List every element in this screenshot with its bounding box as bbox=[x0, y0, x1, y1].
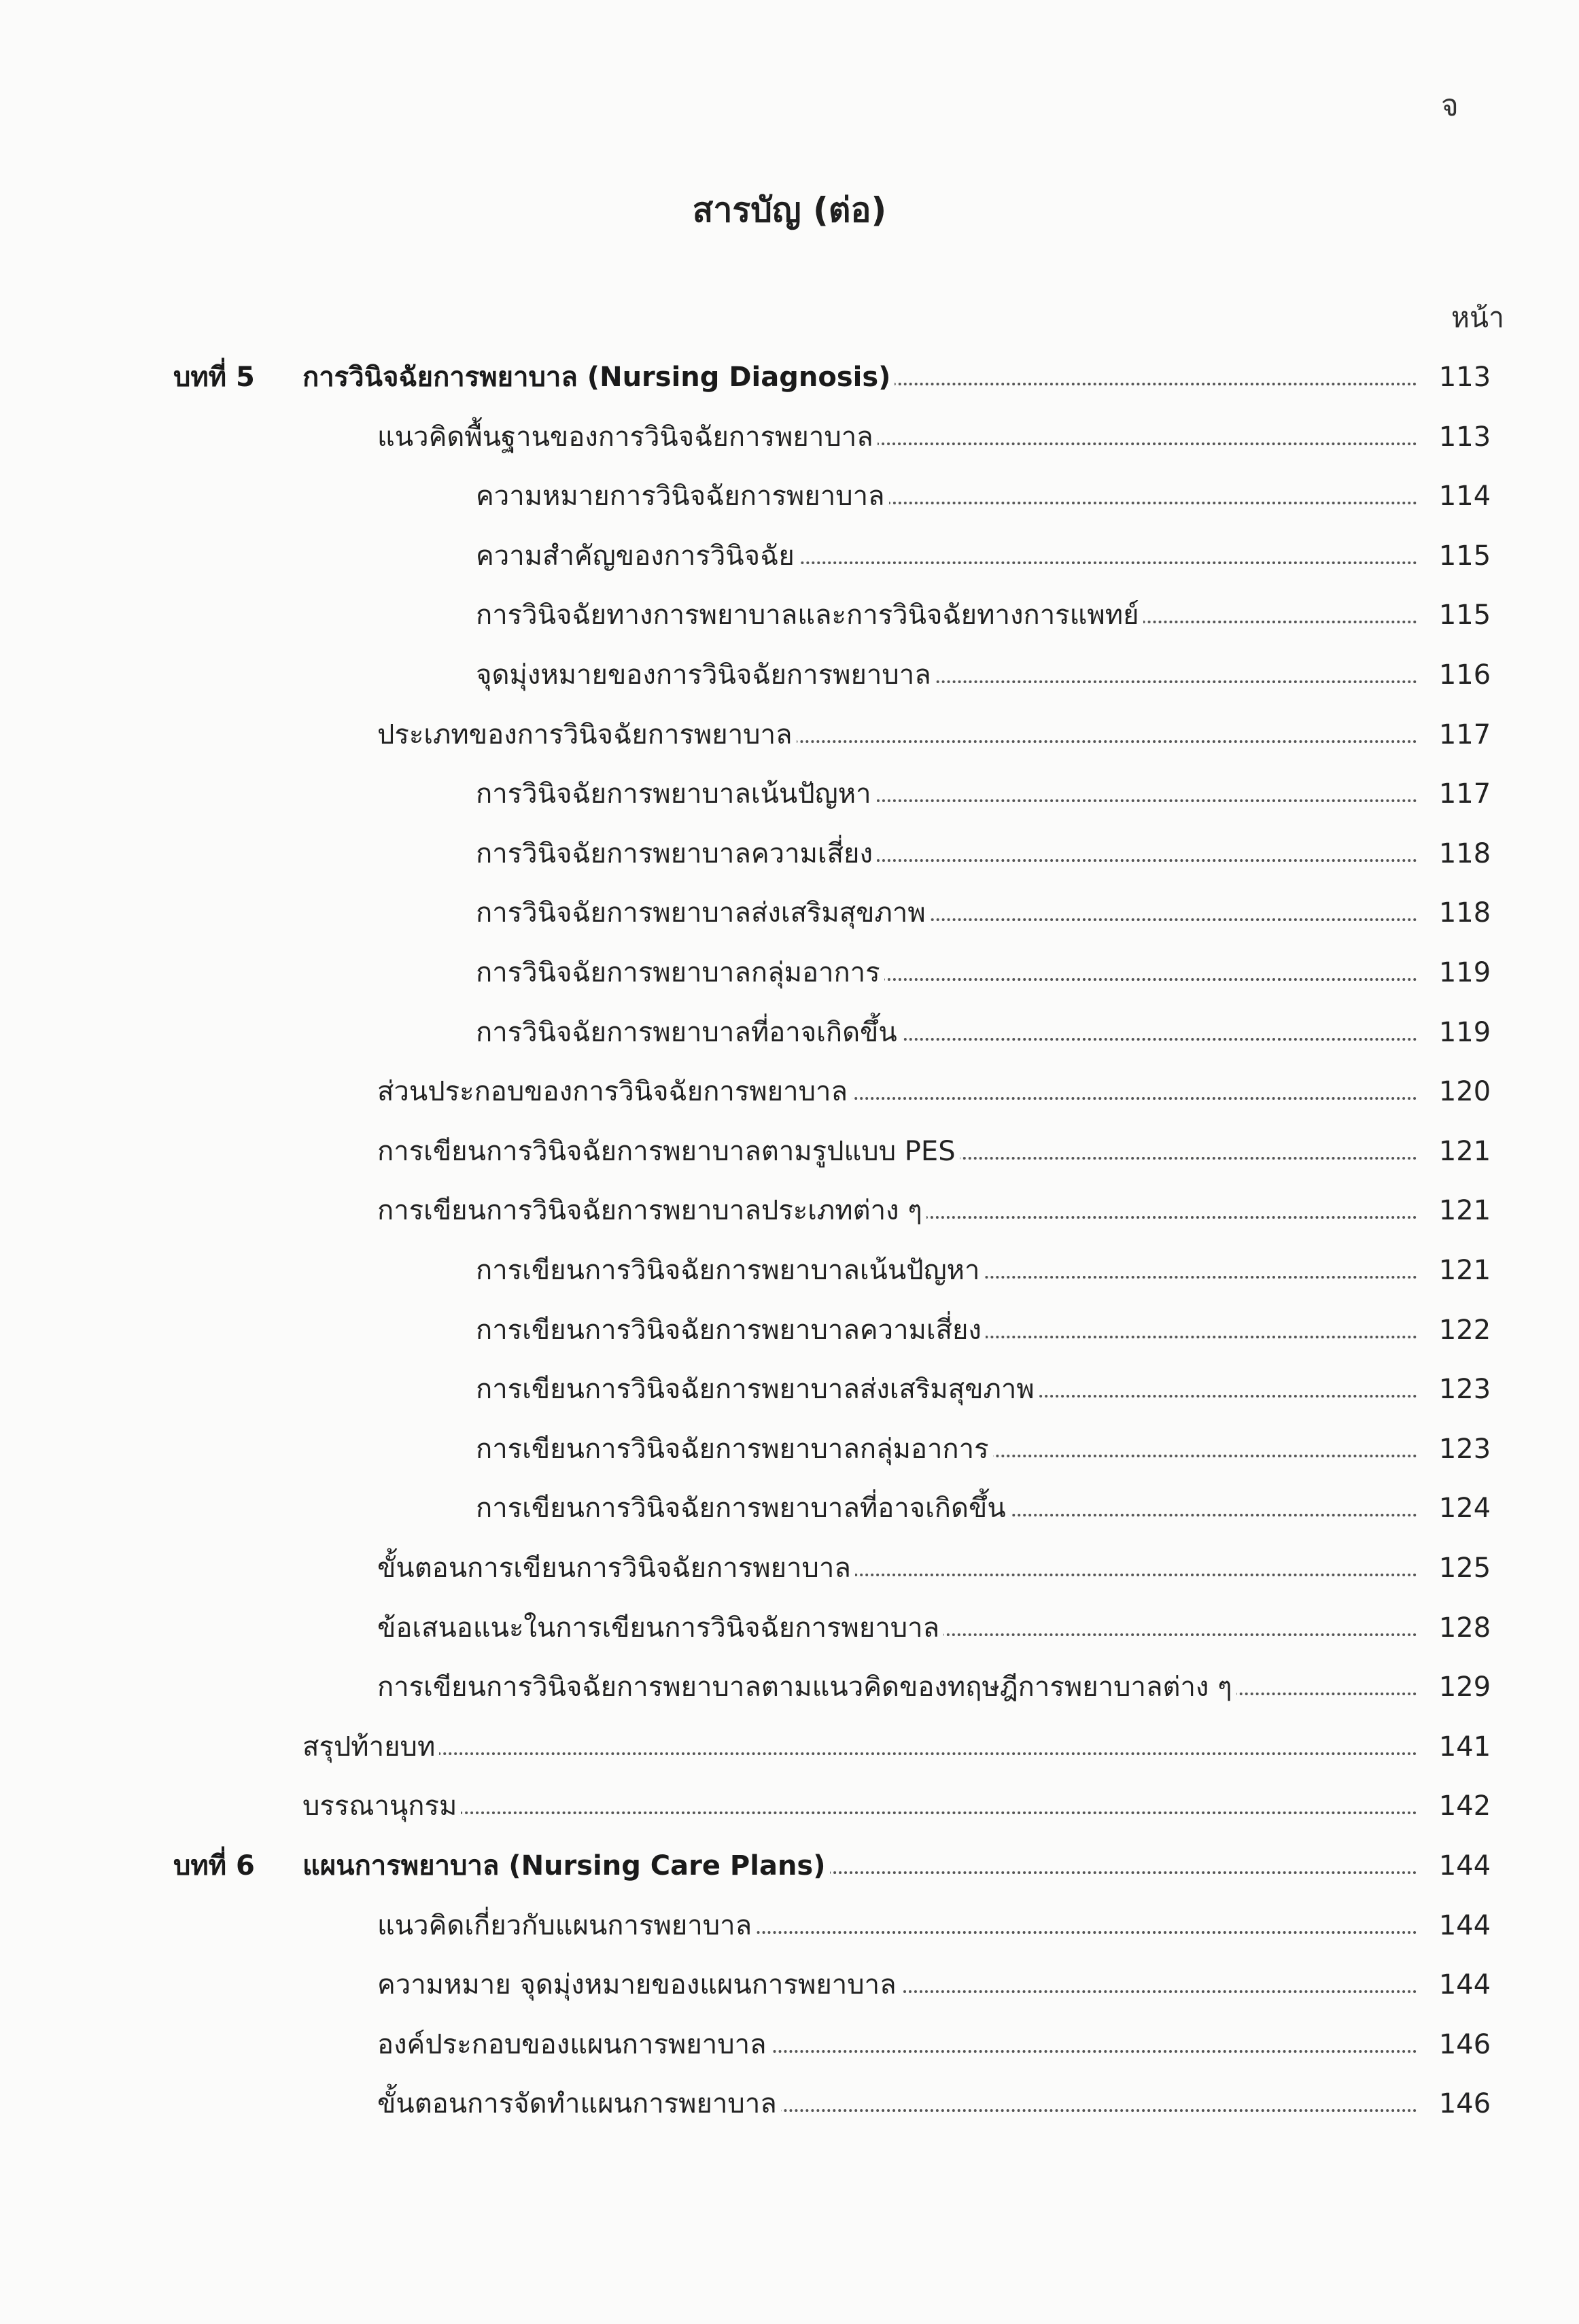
toc-entry-title: ขั้นตอนการเขียนการวินิจฉัยการพยาบาล bbox=[377, 1548, 855, 1589]
toc-entry bbox=[0, 1786, 1579, 1826]
toc-page-number: 125 bbox=[1438, 1553, 1491, 1584]
toc-page-number: 117 bbox=[1438, 778, 1491, 810]
toc-page-number: 128 bbox=[1438, 1612, 1491, 1644]
toc-page-number: 115 bbox=[1438, 600, 1491, 631]
toc-page-number: 121 bbox=[1438, 1135, 1491, 1167]
toc-entry-title: การวินิจฉัยการพยาบาลเน้นปัญหา bbox=[476, 774, 875, 814]
toc-entry bbox=[0, 1667, 1579, 1707]
toc-page-number: 119 bbox=[1438, 957, 1491, 988]
toc-page-number: 124 bbox=[1438, 1493, 1491, 1525]
toc-chapter-label: บทที่ 6 bbox=[173, 1850, 255, 1881]
toc-entry bbox=[0, 1488, 1579, 1529]
toc-page-number: 116 bbox=[1438, 659, 1491, 691]
toc-entry bbox=[0, 357, 1579, 398]
toc-page-number: 121 bbox=[1438, 1255, 1491, 1286]
toc-page-number: 144 bbox=[1438, 1969, 1491, 2001]
toc-page-number: 146 bbox=[1438, 2088, 1491, 2120]
toc-entry-title: บรรณานุกรม bbox=[302, 1786, 461, 1826]
toc-entry bbox=[0, 1190, 1579, 1231]
toc-page-number: 141 bbox=[1438, 1731, 1491, 1763]
toc-entry-title: สรุปท้ายบท bbox=[302, 1727, 439, 1767]
toc-entry-title: ความสำคัญของการวินิจฉัย bbox=[476, 536, 799, 576]
toc-page-number: 120 bbox=[1438, 1076, 1491, 1108]
toc-leader-dots bbox=[302, 1811, 1417, 1814]
toc-entry bbox=[0, 1250, 1579, 1291]
toc-entry bbox=[0, 1905, 1579, 1946]
toc-entry bbox=[0, 1131, 1579, 1172]
toc-entry-title: การวินิจฉัยทางการพยาบาลและการวินิจฉัยทางการแพทย์ bbox=[476, 595, 1143, 636]
toc-entry bbox=[0, 1608, 1579, 1648]
toc-page-number: 122 bbox=[1438, 1314, 1491, 1346]
toc-page-number: 115 bbox=[1438, 540, 1491, 572]
toc-entry-title: การวินิจฉัยการพยาบาลความเสี่ยง bbox=[476, 833, 877, 874]
toc-entry-title: การวินิจฉัยการพยาบาลส่งเสริมสุขภาพ bbox=[476, 892, 930, 933]
toc-entry-title: การวินิจฉัยการพยาบาล (Nursing Diagnosis) bbox=[302, 357, 895, 398]
toc-entry bbox=[0, 1964, 1579, 2005]
toc-entry bbox=[0, 833, 1579, 874]
toc-entry-title: การเขียนการวินิจฉัยการพยาบาลตามแนวคิดของทฤษฎีการพยาบาลต่าง ๆ bbox=[377, 1667, 1236, 1707]
toc-entry bbox=[0, 1310, 1579, 1351]
page-column-header: หน้า bbox=[1451, 301, 1505, 334]
toc-entry-title: การเขียนการวินิจฉัยการพยาบาลส่งเสริมสุขภาพ bbox=[476, 1369, 1039, 1410]
toc-leader-dots bbox=[302, 1752, 1417, 1755]
toc-entry-title: แผนการพยาบาล (Nursing Care Plans) bbox=[302, 1845, 830, 1886]
toc-entry bbox=[0, 892, 1579, 933]
toc-entry bbox=[0, 952, 1579, 993]
toc-entry-title: ประเภทของการวินิจฉัยการพยาบาล bbox=[377, 714, 797, 755]
toc-entry-title: การเขียนการวินิจฉัยการพยาบาลที่อาจเกิดขึ้น bbox=[476, 1488, 1010, 1529]
toc-entry bbox=[0, 2083, 1579, 2124]
toc-entry-title: ความหมายการวินิจฉัยการพยาบาล bbox=[476, 476, 889, 517]
toc-entry bbox=[0, 2024, 1579, 2065]
toc-entry bbox=[0, 714, 1579, 755]
toc-page-number: 144 bbox=[1438, 1850, 1491, 1881]
toc-page-number: 142 bbox=[1438, 1790, 1491, 1822]
toc-entry bbox=[0, 417, 1579, 457]
toc-entry bbox=[0, 774, 1579, 814]
toc-entry-title: แนวคิดพื้นฐานของการวินิจฉัยการพยาบาล bbox=[377, 417, 878, 457]
toc-entry-title: แนวคิดเกี่ยวกับแผนการพยาบาล bbox=[377, 1905, 756, 1946]
toc-entry-title: การเขียนการวินิจฉัยการพยาบาลกลุ่มอาการ bbox=[476, 1429, 993, 1470]
toc-entry-title: ขั้นตอนการจัดทำแผนการพยาบาล bbox=[377, 2083, 781, 2124]
page-title: สารบัญ (ต่อ) bbox=[692, 190, 887, 230]
toc-entry-title: ส่วนประกอบของการวินิจฉัยการพยาบาล bbox=[377, 1071, 852, 1112]
page-number-letter: จ bbox=[1441, 88, 1459, 123]
toc-entry bbox=[0, 1012, 1579, 1053]
toc-entry-title: การเขียนการวินิจฉัยการพยาบาลตามรูปแบบ PES bbox=[377, 1131, 960, 1172]
toc-entry bbox=[0, 1429, 1579, 1470]
toc-page-number: 119 bbox=[1438, 1016, 1491, 1048]
toc-entry bbox=[0, 1369, 1579, 1410]
toc-chapter-label: บทที่ 5 bbox=[173, 362, 255, 393]
toc-entry-title: จุดมุ่งหมายของการวินิจฉัยการพยาบาล bbox=[476, 655, 935, 695]
toc-entry-title: การเขียนการวินิจฉัยการพยาบาลประเภทต่าง ๆ bbox=[377, 1190, 926, 1231]
toc-entry bbox=[0, 1071, 1579, 1112]
toc-page-number: 114 bbox=[1438, 481, 1491, 513]
toc-entry-title: ข้อเสนอแนะในการเขียนการวินิจฉัยการพยาบาล bbox=[377, 1608, 943, 1648]
toc-entry bbox=[0, 1727, 1579, 1767]
toc-entry bbox=[0, 1845, 1579, 1886]
toc-entry bbox=[0, 655, 1579, 695]
toc-page-number: 123 bbox=[1438, 1433, 1491, 1465]
toc-entry-title: การวินิจฉัยการพยาบาลกลุ่มอาการ bbox=[476, 952, 884, 993]
toc-entry-title: ความหมาย จุดมุ่งหมายของแผนการพยาบาล bbox=[377, 1964, 901, 2005]
toc-entry bbox=[0, 536, 1579, 576]
toc-entry-title: การเขียนการวินิจฉัยการพยาบาลเน้นปัญหา bbox=[476, 1250, 984, 1291]
toc-entry-title: องค์ประกอบของแผนการพยาบาล bbox=[377, 2024, 771, 2065]
toc-entry bbox=[0, 1548, 1579, 1589]
toc-page-number: 123 bbox=[1438, 1374, 1491, 1406]
toc-page-number: 113 bbox=[1438, 362, 1491, 393]
toc-page-number: 121 bbox=[1438, 1195, 1491, 1227]
toc-page-number: 113 bbox=[1438, 421, 1491, 453]
toc-page-number: 129 bbox=[1438, 1671, 1491, 1703]
toc-page-number: 118 bbox=[1438, 897, 1491, 929]
toc-entry bbox=[0, 476, 1579, 517]
toc-page-number: 117 bbox=[1438, 718, 1491, 750]
toc-page-number: 146 bbox=[1438, 2028, 1491, 2060]
toc-entry bbox=[0, 595, 1579, 636]
toc-entry-title: การเขียนการวินิจฉัยการพยาบาลความเสี่ยง bbox=[476, 1310, 986, 1351]
toc-entry-title: การวินิจฉัยการพยาบาลที่อาจเกิดขึ้น bbox=[476, 1012, 901, 1053]
toc-page-number: 118 bbox=[1438, 837, 1491, 869]
toc-page-number: 144 bbox=[1438, 1909, 1491, 1941]
